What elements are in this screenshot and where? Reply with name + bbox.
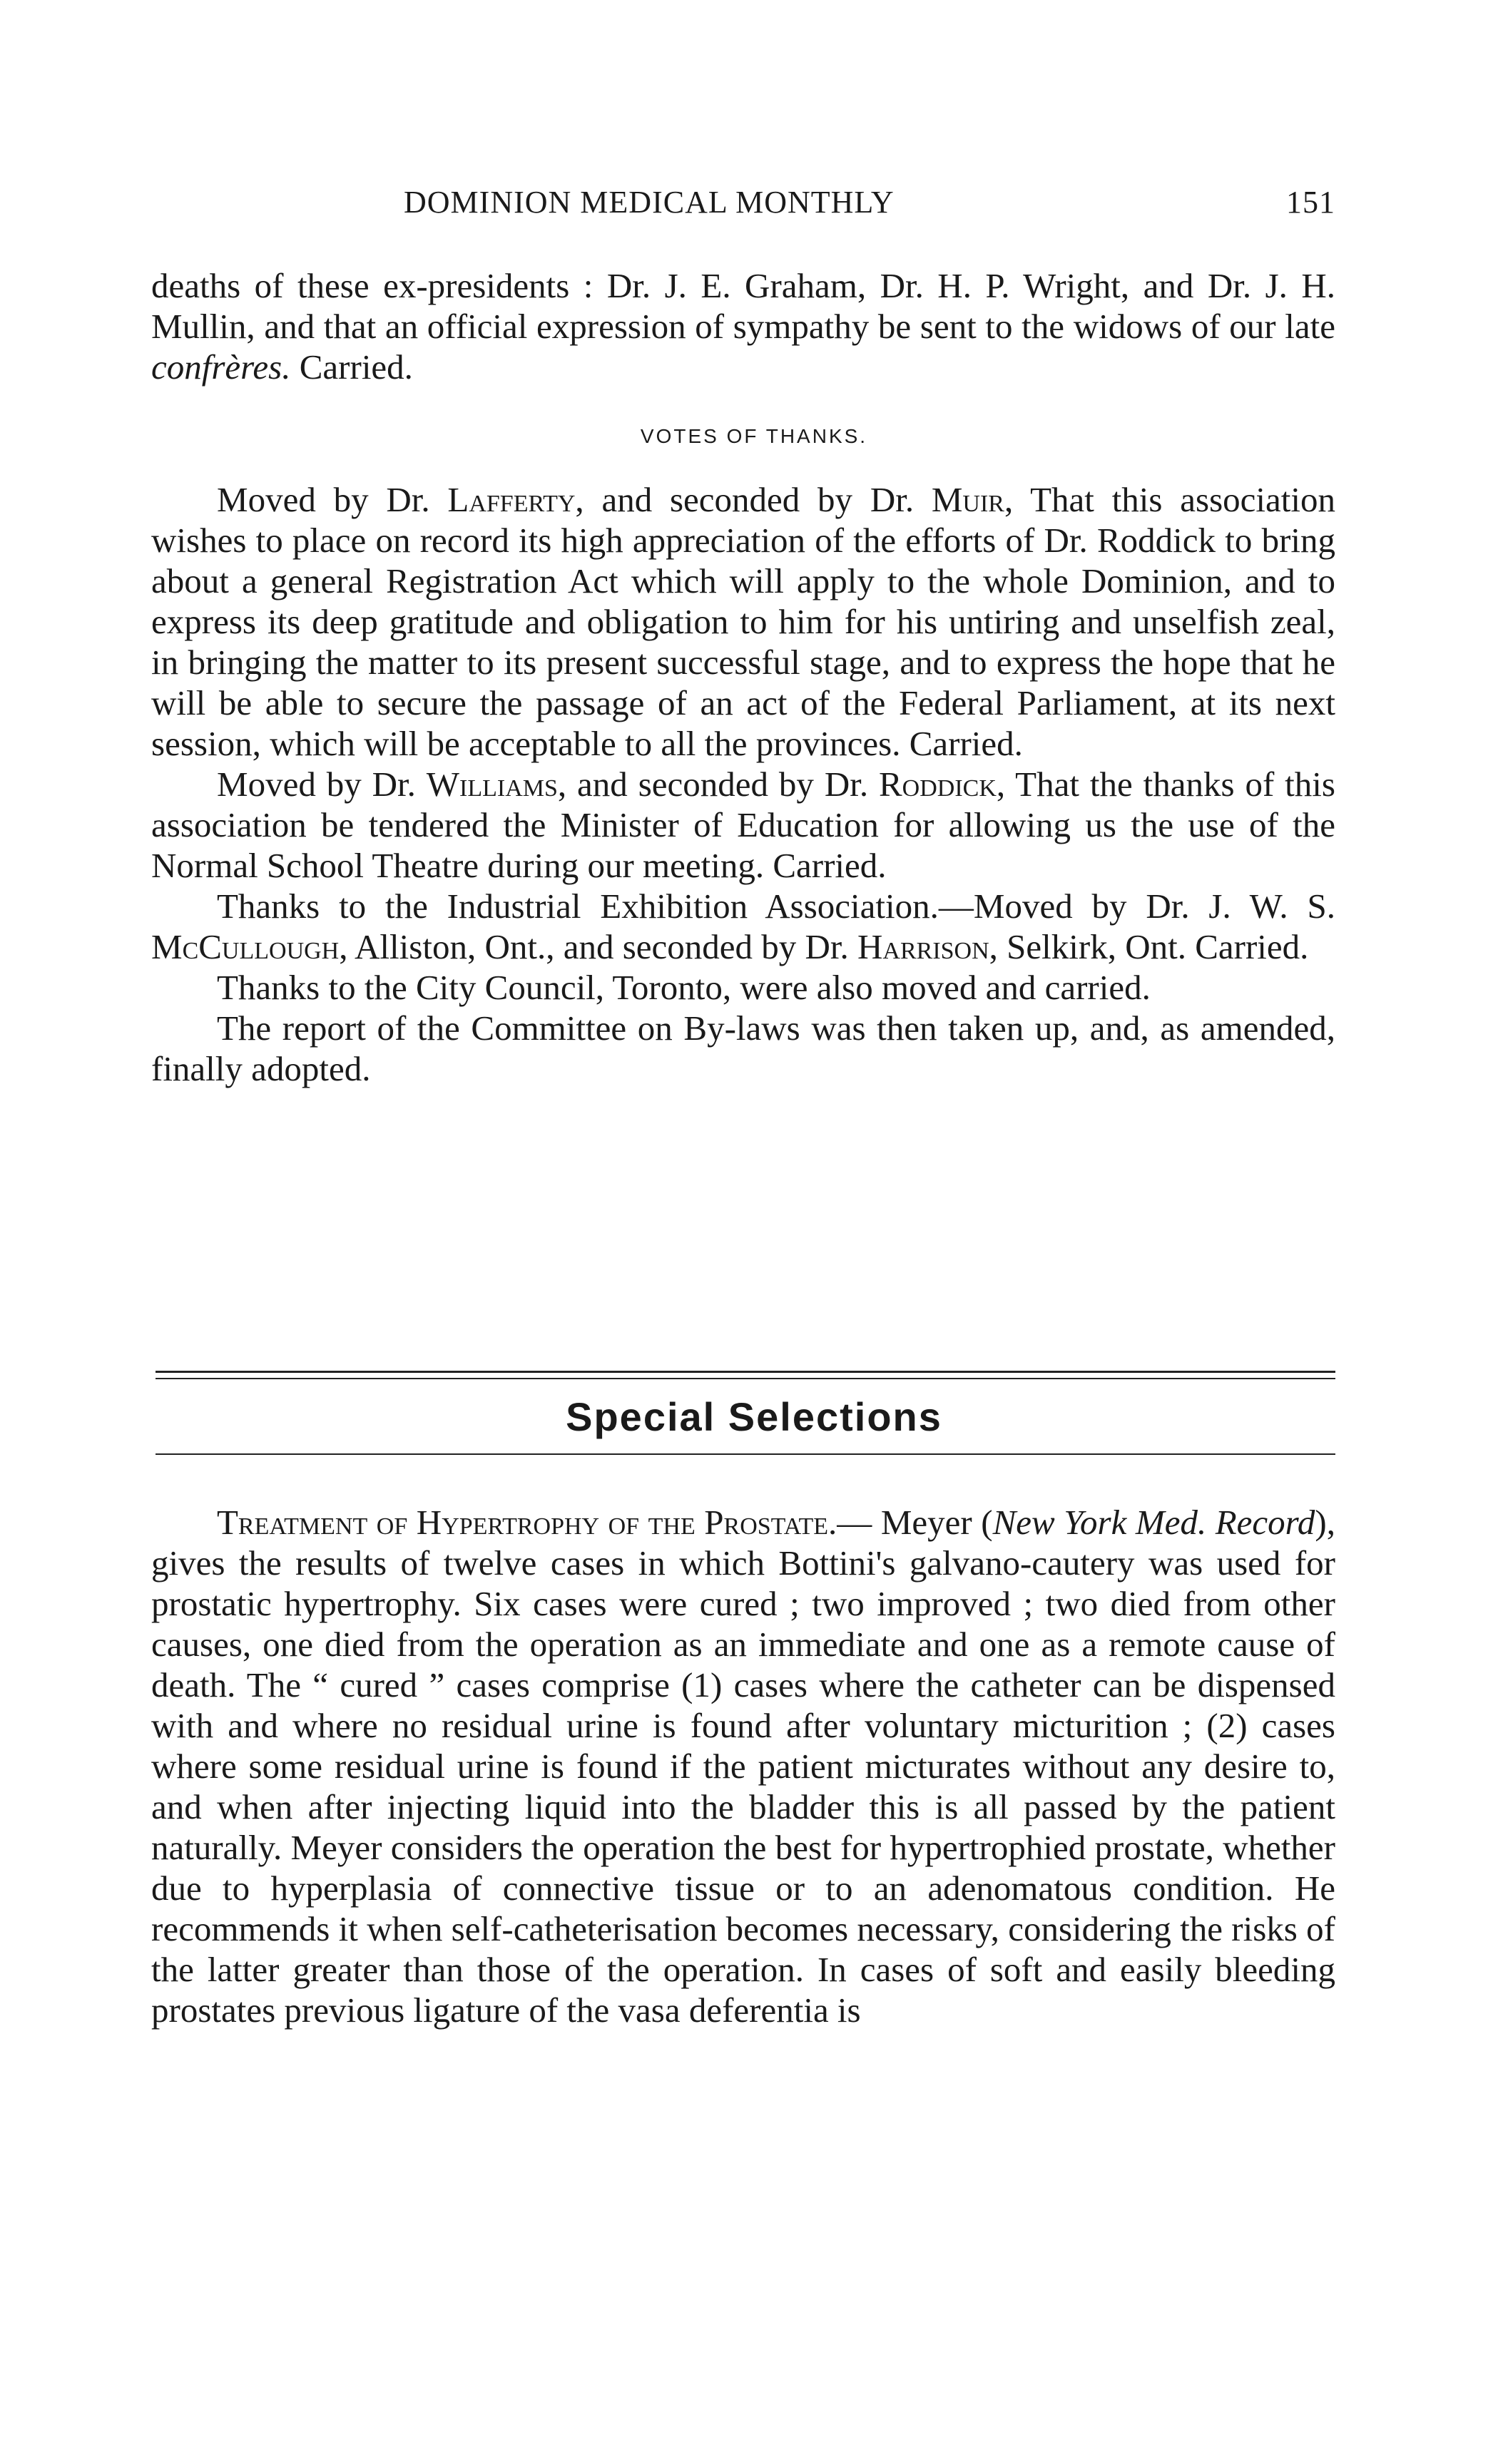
williams-motion	[151, 764, 1335, 886]
exhibition-c: , Selkirk, Ont. Carried.	[989, 927, 1309, 966]
lafferty-motion	[151, 479, 1335, 764]
intro-text: deaths of these ex-presidents : Dr. J. E. Graham, Dr. H. P. Wright, and Dr. J. H. Mullin, and that an official expression of sympathy be sent to the widows of our late	[151, 266, 1335, 346]
williams-c: , That the thanks of this association be tendered the Minister of Education for allowing us the use of the Normal School Theatre during our meeting. Carried.	[151, 765, 1335, 885]
williams-a: Moved by Dr.	[217, 765, 427, 804]
special-selections-heading: Special Selections	[566, 1394, 942, 1439]
lafferty-name: Lafferty	[447, 480, 576, 519]
intro-paragraph	[151, 265, 1335, 387]
prostate-article	[151, 1502, 1335, 2030]
williams-name: Williams	[426, 765, 558, 804]
running-title: DOMINION MEDICAL MONTHLY	[404, 185, 895, 220]
bylaws-paragraph: The report of the Committee on By-laws was then taken up, and, as amended, finally adopted.	[151, 1008, 1335, 1088]
exhibition-a: Thanks to the Industrial Exhibition Association.—Moved by Dr.	[217, 886, 1209, 926]
page-number: 151	[1286, 185, 1335, 220]
roddick-name: Roddick	[878, 765, 997, 804]
article-body: ), gives the results of twelve cases in which Bottini's galvano-cautery was used for prostatic hypertrophy. Six cases were cured ; two improved ; two died from other causes, one died from the operation as an immediate and one as a remote cause of death. The “ cured ” cases comprise (1) cases where the catheter can be dispensed with and where no residual urine is found after voluntary micturition ; (2) cases where some residual urine is found if the patient micturates without any desire to, and when after injecting liquid into the bladder this is all passed by the patient naturally. Meyer considers the operation the best for hypertrophied prostate, whether due to hyperplasia of connective tissue or to an adenomatous condition. He recommends it when self-catheterisation becomes necessary, considering the risks of the latter greater than those of the operation. In cases of soft and easily bleeding prostates previous ligature of the vasa deferentia is	[151, 1503, 1335, 2030]
harrison-name: Harrison	[857, 927, 989, 966]
section-rule-top-second	[156, 1378, 1335, 1379]
williams-b: , and seconded by Dr.	[557, 765, 879, 804]
intro-end: Carried.	[290, 347, 413, 387]
mccullough-name: J. W. S. McCullough	[151, 886, 1335, 966]
section-rule-bottom	[156, 1453, 1335, 1455]
thanks-paragraphs	[151, 479, 1335, 1089]
article-a: — Meyer (	[837, 1503, 993, 1542]
exhibition-b: , Alliston, Ont., and seconded by Dr.	[339, 927, 858, 966]
lafferty-c: , That this association wishes to place on record its high appreciation of the efforts of Dr. Roddick to bring about a general Registration Act which will apply to the whole Dominion, and to express its deep gratitude and obligation to him for his untiring and unselfish zeal, in bringing the matter to its present successful stage, and to express the hope that he will be able to secure the passage of an act of the Federal Parliament, at its next session, which will be acceptable to all the provinces. Carried.	[151, 480, 1335, 763]
exhibition-motion	[151, 886, 1335, 967]
lafferty-a: Moved by Dr.	[217, 480, 448, 519]
page-header	[151, 184, 1335, 234]
article-title: Treatment of Hypertrophy of the Prostate.	[217, 1503, 837, 1542]
votes-of-thanks-heading: VOTES OF THANKS.	[640, 425, 868, 447]
council-motion: Thanks to the City Council, Toronto, were also moved and carried.	[217, 968, 1151, 1007]
article-source: New York Med. Record	[992, 1503, 1315, 1542]
lafferty-b: , and seconded by Dr.	[575, 480, 932, 519]
section-rule-top	[156, 1371, 1335, 1373]
intro-italic: confrères.	[151, 347, 291, 387]
muir-name: Muir	[931, 480, 1004, 519]
